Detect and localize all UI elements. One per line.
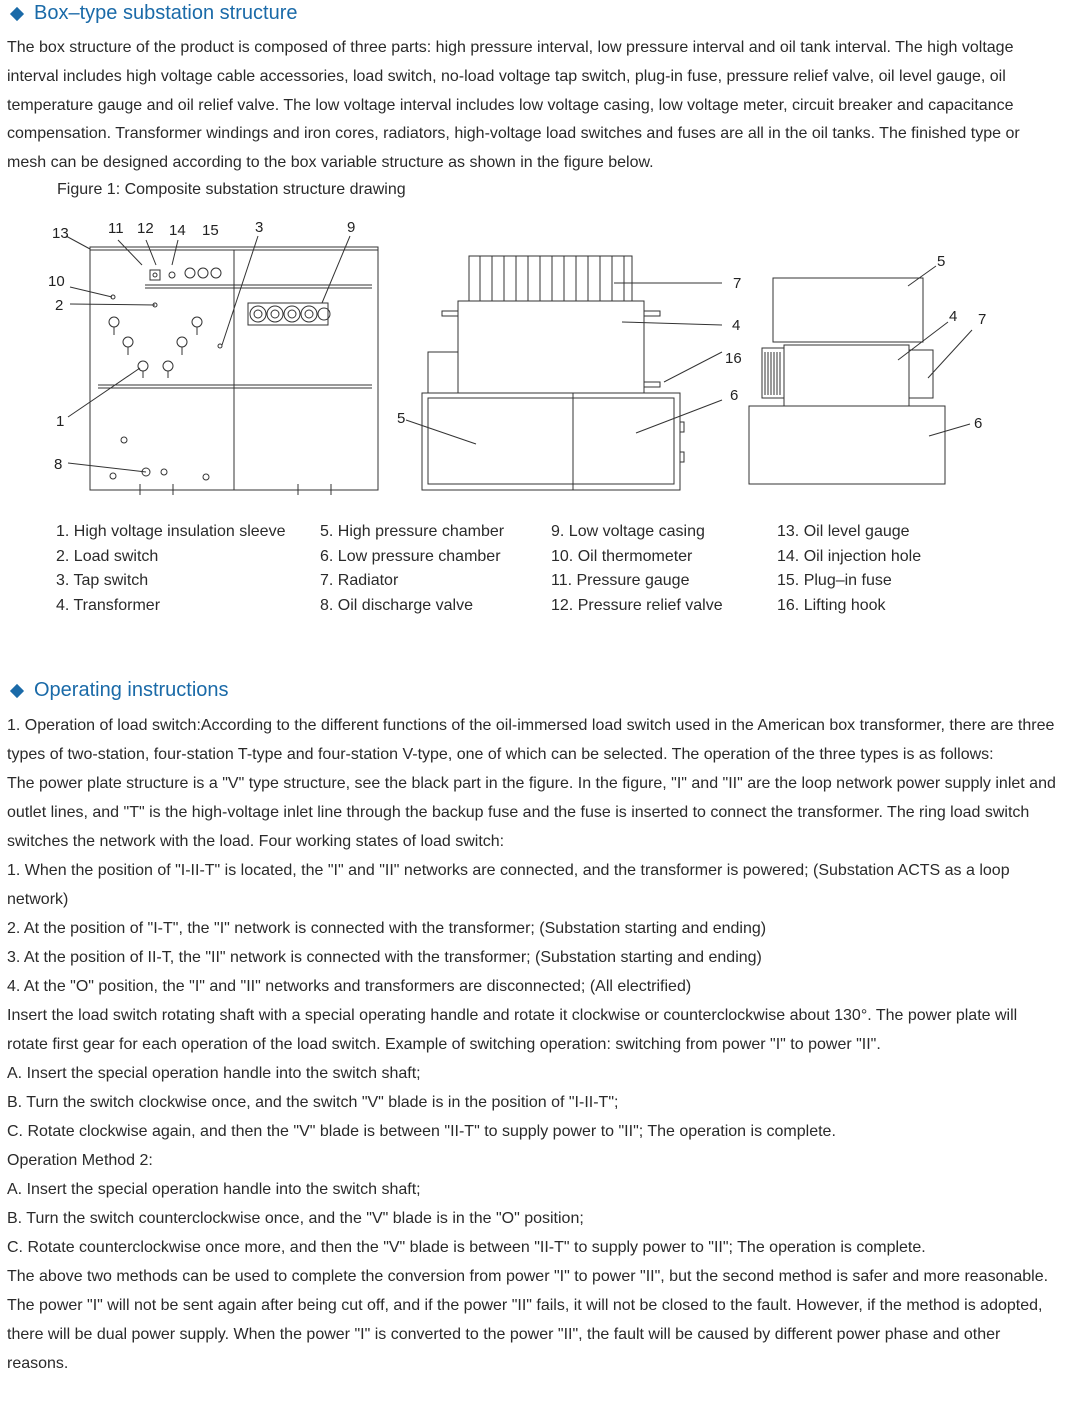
section-heading-operating bbox=[8, 679, 229, 702]
label-2: 2 bbox=[55, 297, 64, 314]
legend-column-3 bbox=[551, 520, 723, 618]
legend-item: 9. Low voltage casing bbox=[551, 523, 705, 540]
label-6: 6 bbox=[730, 387, 739, 404]
legend-item: 14. Oil injection hole bbox=[777, 547, 922, 565]
legend-item: 12. Pressure relief valve bbox=[551, 596, 723, 614]
legend-item: 2. Load switch bbox=[56, 547, 159, 565]
label-7: 7 bbox=[733, 275, 742, 292]
legend-item: 5. High pressure chamber bbox=[320, 523, 505, 540]
diamond-bullet-icon bbox=[10, 683, 24, 697]
figure-caption: Figure 1: Composite substation structure drawing bbox=[57, 181, 406, 198]
legend-item: 6. Low pressure chamber bbox=[320, 547, 501, 565]
paragraph: 3. At the position of II-T, the "II" network is connected with the transformer; (Substation starting and ending) bbox=[7, 949, 762, 966]
legend-item: 15. Plug–in fuse bbox=[777, 572, 892, 590]
paragraph: 1. Operation of load switch:According to the different functions of the oil-immersed load switch used in the American box transformer, there are three types of two-station, four-station T-type and four-station V-type, one of which can be selected. The operation of the three types is as follows: bbox=[7, 717, 1055, 763]
label-9: 9 bbox=[347, 219, 356, 236]
paragraph: The power plate structure is a "V" type structure, see the black part in the figure. In the figure, "I" and "II" are the loop network power supply inlet and outlet lines, and "T" is the high-voltage inlet line through the backup fuse and the fuse is inserted to connect the transformer. The ring load switch switches the network with the load. Four working states of load switch: bbox=[7, 775, 1056, 850]
paragraph: C. Rotate clockwise again, and then the "V" blade is between "II-T" to supply power to "II"; The operation is complete. bbox=[7, 1123, 836, 1140]
label-7-right: 7 bbox=[978, 311, 987, 328]
legend-item: 7. Radiator bbox=[320, 572, 399, 590]
operating-instructions-body bbox=[7, 711, 1062, 1378]
label-8: 8 bbox=[54, 456, 63, 473]
label-13: 13 bbox=[52, 225, 69, 242]
label-1: 1 bbox=[56, 413, 65, 430]
paragraph: 1. When the position of "I-II-T" is located, the "I" and "II" networks are connected, and the transformer is powered; (Substation ACTS as a loop network) bbox=[7, 862, 1010, 908]
label-6-right: 6 bbox=[974, 415, 983, 432]
paragraph: 2. At the position of "I-T", the "I" network is connected with the transformer; (Substation starting and ending) bbox=[7, 920, 767, 937]
legend-item: 11. Pressure gauge bbox=[551, 572, 690, 590]
side-view-drawing bbox=[406, 256, 722, 490]
legend-item: 13. Oil level gauge bbox=[777, 523, 910, 540]
label-14: 14 bbox=[169, 222, 186, 239]
paragraph: C. Rotate counterclockwise once more, and then the "V" blade is between "II-T" to supply power to "II"; The operation is complete. bbox=[7, 1239, 926, 1256]
paragraph: B. Turn the switch counterclockwise once, and the "V" blade is in the "O" position; bbox=[7, 1210, 584, 1227]
label-12: 12 bbox=[137, 220, 154, 237]
label-4: 4 bbox=[732, 317, 741, 334]
diamond-bullet-icon bbox=[10, 6, 24, 20]
legend-item: 8. Oil discharge valve bbox=[320, 596, 473, 614]
legend-item: 1. High voltage insulation sleeve bbox=[56, 523, 286, 540]
paragraph: A. Insert the special operation handle into the switch shaft; bbox=[7, 1181, 421, 1198]
section-heading-structure bbox=[8, 2, 297, 25]
paragraph: B. Turn the switch clockwise once, and the switch "V" blade is in the position of "I-II-T"; bbox=[7, 1094, 619, 1111]
label-5-right: 5 bbox=[937, 253, 946, 270]
end-view-drawing bbox=[749, 266, 972, 484]
paragraph: The above two methods can be used to complete the conversion from power "I" to power "II", but the second method is safer and more reasonable. The power "I" will not be sent again after being cut off, and if the power "II" fails, it will not be closed to the fault. However, if the method is adopted, there will be dual power supply. When the power "I" is converted to the power "II", the fault will be caused by different power phase and other reasons. bbox=[7, 1268, 1049, 1372]
label-10: 10 bbox=[48, 273, 65, 290]
legend-column-2 bbox=[320, 520, 504, 618]
legend-item: 10. Oil thermometer bbox=[551, 547, 693, 565]
paragraph: Operation Method 2: bbox=[7, 1152, 153, 1169]
paragraph: 4. At the "O" position, the "I" and "II" networks and transformers are disconnected; (All electrified) bbox=[7, 978, 692, 995]
label-5: 5 bbox=[397, 410, 406, 427]
paragraph: Insert the load switch rotating shaft with a special operating handle and rotate it clockwise or counterclockwise about 130°. The power plate will rotate first gear for each operation of the load switch. Example of switching operation: switching from power "I" to power "II". bbox=[7, 1007, 1018, 1053]
label-4-right: 4 bbox=[949, 308, 958, 325]
front-view-drawing bbox=[66, 236, 378, 495]
section-heading-text: Operating instructions bbox=[34, 679, 229, 701]
legend-item: 4. Transformer bbox=[56, 596, 161, 614]
legend-column-4 bbox=[777, 520, 921, 618]
intro-paragraph: The box structure of the product is composed of three parts: high pressure interval, low pressure interval and oil tank interval. The high voltage interval includes high voltage cable accessories, load switch, no-load voltage tap switch, plug-in fuse, pressure relief valve, oil level gauge, oil temperature gauge and oil relief valve. The low voltage interval includes low voltage casing, low voltage meter, circuit breaker and capacitance compensation. Transformer windings and iron cores, radiators, high-voltage load switches and fuses are all in the oil tanks. The finished type or mesh can be designed according to the box variable structure as shown in the figure below. bbox=[7, 39, 1020, 172]
legend-column-1 bbox=[56, 520, 285, 618]
section-heading-text: Box–type substation structure bbox=[34, 2, 298, 24]
label-16: 16 bbox=[725, 350, 742, 367]
legend-item: 3. Tap switch bbox=[56, 572, 149, 590]
label-3: 3 bbox=[255, 219, 264, 236]
substation-structure-figure bbox=[0, 210, 1069, 510]
label-11: 11 bbox=[108, 220, 124, 237]
paragraph: A. Insert the special operation handle into the switch shaft; bbox=[7, 1065, 421, 1082]
label-15: 15 bbox=[202, 222, 219, 239]
legend-item: 16. Lifting hook bbox=[777, 596, 886, 614]
